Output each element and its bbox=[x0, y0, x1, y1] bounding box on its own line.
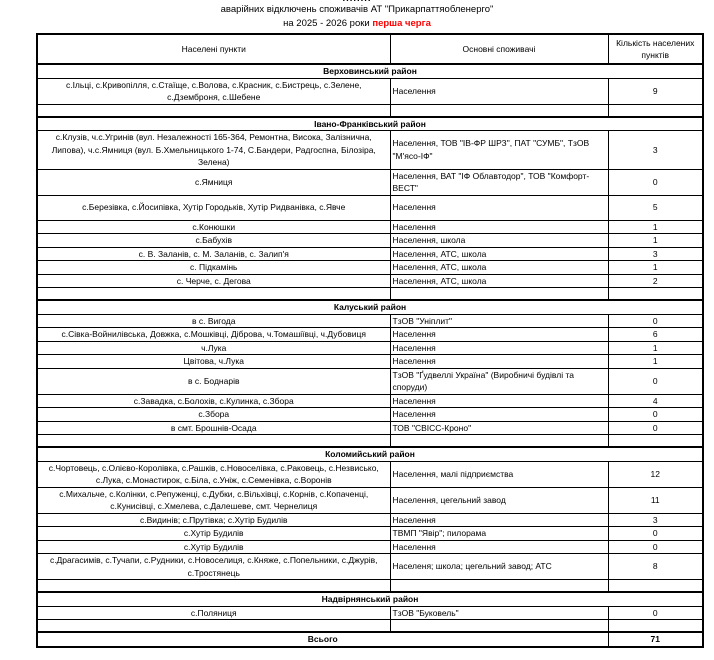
settlements-cell: с. В. Заланів, с. М. Заланів, с. Залип'я bbox=[37, 247, 390, 261]
consumers-cell: ТзОВ "Буковель" bbox=[390, 606, 608, 620]
empty-cell bbox=[37, 580, 390, 593]
consumers-cell: Населення bbox=[390, 328, 608, 342]
title-line-2-prefix: на 2025 - 2026 роки bbox=[283, 18, 373, 29]
section-header-row bbox=[37, 300, 703, 314]
table-row bbox=[37, 261, 703, 275]
count-cell: 11 bbox=[608, 487, 703, 513]
consumers-cell: ТОВ "СВІСС-Кроно" bbox=[390, 421, 608, 435]
total-row bbox=[37, 632, 703, 647]
count-cell: 4 bbox=[608, 394, 703, 408]
empty-cell bbox=[390, 288, 608, 301]
empty-cell bbox=[37, 104, 390, 117]
empty-row bbox=[37, 104, 703, 117]
empty-cell bbox=[608, 435, 703, 448]
settlements-cell: с.Михальче, с.Колінки, с.Репуженці, с.Дубки, с.Вільхівці, с.Корнів, с.Копаченці, с.Кунисівці, с.Хмелева, с.Далешеве, смт. Чернелиця bbox=[37, 487, 390, 513]
settlements-cell: с.Драгасимів, с.Тучапи, с.Рудники, с.Новоселиця, с.Княже, с.Попельники, с.Джурів, с.Тростянець bbox=[37, 554, 390, 580]
count-cell: 0 bbox=[608, 421, 703, 435]
count-cell: 0 bbox=[608, 169, 703, 195]
table-row bbox=[37, 461, 703, 487]
count-cell: 6 bbox=[608, 328, 703, 342]
count-cell: 3 bbox=[608, 131, 703, 170]
count-cell: 0 bbox=[608, 606, 703, 620]
empty-cell bbox=[608, 580, 703, 593]
settlements-cell: с.Березівка, с.Йосипівка, Хутір Городьків, Хутір Ридванівка, с.Явче bbox=[37, 195, 390, 220]
table-row bbox=[37, 394, 703, 408]
count-cell: 0 bbox=[608, 368, 703, 394]
empty-cell bbox=[608, 288, 703, 301]
consumers-cell: ТзОВ "Уніплит" bbox=[390, 314, 608, 328]
settlements-cell: с. Підкамінь bbox=[37, 261, 390, 275]
section-header-row bbox=[37, 592, 703, 606]
settlements-cell: с.Сівка-Войнилівська, Довжка, с.Мошківці, Діброва, ч.Томашіївці, ч.Дубовиця bbox=[37, 328, 390, 342]
empty-cell bbox=[390, 104, 608, 117]
district-name: Надвірнянський район bbox=[37, 592, 703, 606]
empty-cell bbox=[37, 435, 390, 448]
settlements-cell: с. Черче, с. Дегова bbox=[37, 274, 390, 288]
count-cell: 1 bbox=[608, 220, 703, 234]
count-cell: 0 bbox=[608, 527, 703, 541]
empty-cell bbox=[37, 288, 390, 301]
count-cell: 1 bbox=[608, 234, 703, 248]
table-row bbox=[37, 421, 703, 435]
table-row bbox=[37, 169, 703, 195]
table-row bbox=[37, 314, 703, 328]
table-row bbox=[37, 78, 703, 104]
table-row bbox=[37, 487, 703, 513]
settlements-cell: с.Чортовець, с.Олієво-Королівка, с.Рашків, с.Новоселівка, с.Раковець, с.Незвисько, с.Лука, с.Монастирок, с.Біла, с.Уніж, с.Семенівка, с.Воронів bbox=[37, 461, 390, 487]
table-row bbox=[37, 513, 703, 527]
empty-cell bbox=[608, 620, 703, 633]
settlements-cell: ч.Лука bbox=[37, 341, 390, 355]
title-line-1: аварійних відключень споживачів АТ "Прикарпаттяобленерго" bbox=[220, 4, 494, 15]
count-cell: 5 bbox=[608, 195, 703, 220]
consumers-cell: ТВМП "Явір"; пилорама bbox=[390, 527, 608, 541]
empty-cell bbox=[390, 580, 608, 593]
consumers-cell: Населення, ТОВ "ІВ-ФР ШРЗ", ПАТ "СУМБ", ТзОВ "М'ясо-ІФ" bbox=[390, 131, 608, 170]
district-name: Івано-Франківський район bbox=[37, 117, 703, 131]
empty-row bbox=[37, 288, 703, 301]
count-cell: 2 bbox=[608, 274, 703, 288]
count-cell: 3 bbox=[608, 247, 703, 261]
count-cell: 8 bbox=[608, 554, 703, 580]
table-row bbox=[37, 554, 703, 580]
count-cell: 1 bbox=[608, 261, 703, 275]
empty-cell bbox=[390, 435, 608, 448]
consumers-cell: Населення bbox=[390, 195, 608, 220]
empty-cell bbox=[608, 104, 703, 117]
count-cell: 12 bbox=[608, 461, 703, 487]
consumers-cell: Населення bbox=[390, 408, 608, 422]
consumers-cell: Населеня; школа; цегельний завод; АТС bbox=[390, 554, 608, 580]
section-header-row bbox=[37, 447, 703, 461]
count-cell: 1 bbox=[608, 341, 703, 355]
table-row bbox=[37, 341, 703, 355]
settlements-cell: с.Завадка, с.Болохів, с.Кулинка, с.Збора bbox=[37, 394, 390, 408]
district-name: Коломийський район bbox=[37, 447, 703, 461]
count-cell: 3 bbox=[608, 513, 703, 527]
table-row bbox=[37, 368, 703, 394]
count-cell: 0 bbox=[608, 540, 703, 554]
consumers-cell: ТзОВ "Ґудвеллі Україна" (Виробничі будівлі та споруди) bbox=[390, 368, 608, 394]
consumers-cell: Населення bbox=[390, 540, 608, 554]
section-header-row bbox=[37, 64, 703, 78]
table-row bbox=[37, 527, 703, 541]
district-name: Калуський район bbox=[37, 300, 703, 314]
empty-cell bbox=[37, 620, 390, 633]
settlements-cell: в смт. Брошнів-Осада bbox=[37, 421, 390, 435]
settlements-cell: с.Поляниця bbox=[37, 606, 390, 620]
table-row bbox=[37, 606, 703, 620]
settlements-cell: в с. Вигода bbox=[37, 314, 390, 328]
title-line-2 bbox=[0, 17, 714, 31]
total-count: 71 bbox=[608, 632, 703, 647]
table-row bbox=[37, 328, 703, 342]
settlements-cell: Цвітова, ч.Лука bbox=[37, 355, 390, 369]
count-cell: 0 bbox=[608, 314, 703, 328]
consumers-cell: Населення, ВАТ "ІФ Облавтодор", ТОВ "Комфорт-ВЕСТ" bbox=[390, 169, 608, 195]
column-header-count: Кількість населених пунктів bbox=[608, 34, 703, 64]
disconnection-schedule-table bbox=[36, 33, 704, 648]
table-row bbox=[37, 195, 703, 220]
consumers-cell: Населення bbox=[390, 394, 608, 408]
district-name: Верховинський район bbox=[37, 64, 703, 78]
table-row bbox=[37, 247, 703, 261]
settlements-cell: с.Ільці, с.Кривопілля, с.Стаїще, с.Волова, с.Красник, с.Бистрець, с.Зелене, с.Дземброня, с.Шебене bbox=[37, 78, 390, 104]
consumers-cell: Населення bbox=[390, 513, 608, 527]
consumers-cell: Населення, цегельний завод bbox=[390, 487, 608, 513]
table-row bbox=[37, 355, 703, 369]
settlements-cell: с.Бабухів bbox=[37, 234, 390, 248]
empty-row bbox=[37, 435, 703, 448]
consumers-cell: Населення, АТС, школа bbox=[390, 247, 608, 261]
count-cell: 0 bbox=[608, 408, 703, 422]
total-label: Всього bbox=[37, 632, 608, 647]
consumers-cell: Населення bbox=[390, 355, 608, 369]
consumers-cell: Населення, АТС, школа bbox=[390, 274, 608, 288]
empty-row bbox=[37, 580, 703, 593]
column-header-settlements: Населені пункти bbox=[37, 34, 390, 64]
settlements-cell: с.Хутір Будилів bbox=[37, 540, 390, 554]
column-header-consumers: Основні споживачі bbox=[390, 34, 608, 64]
consumers-cell: Населення, школа bbox=[390, 234, 608, 248]
settlements-cell: с.Ямниця bbox=[37, 169, 390, 195]
settlements-cell: с.Клузів, ч.с.Угринів (вул. Незалежності 165-364, Ремонтна, Висока, Залізнична, Липова), ч.с.Ямниця (вул. Б.Хмельницького 1-74, С.Бандери, Радгоспна, Білозіра, Зелена) bbox=[37, 131, 390, 170]
consumers-cell: Населення bbox=[390, 220, 608, 234]
settlements-cell: с.Конюшки bbox=[37, 220, 390, 234]
consumers-cell: Населення, АТС, школа bbox=[390, 261, 608, 275]
table-row bbox=[37, 234, 703, 248]
consumers-cell: Населення bbox=[390, 341, 608, 355]
document-title-block bbox=[0, 3, 714, 31]
table-row bbox=[37, 220, 703, 234]
table-row bbox=[37, 408, 703, 422]
empty-cell bbox=[390, 620, 608, 633]
count-cell: 1 bbox=[608, 355, 703, 369]
consumers-cell: Населення bbox=[390, 78, 608, 104]
settlements-cell: с.Хутір Будилів bbox=[37, 527, 390, 541]
table-row bbox=[37, 131, 703, 170]
settlements-cell: с.Видинів; с.Прутівка; с.Хутір Будилів bbox=[37, 513, 390, 527]
settlements-cell: в с. Боднарів bbox=[37, 368, 390, 394]
title-highlight-persha-cherha: перша черга bbox=[372, 18, 431, 29]
consumers-cell: Населення, малі підприємства bbox=[390, 461, 608, 487]
empty-row bbox=[37, 620, 703, 633]
table-row bbox=[37, 540, 703, 554]
count-cell: 9 bbox=[608, 78, 703, 104]
table-row bbox=[37, 274, 703, 288]
section-header-row bbox=[37, 117, 703, 131]
settlements-cell: с.Збора bbox=[37, 408, 390, 422]
table-header-row bbox=[37, 34, 703, 64]
